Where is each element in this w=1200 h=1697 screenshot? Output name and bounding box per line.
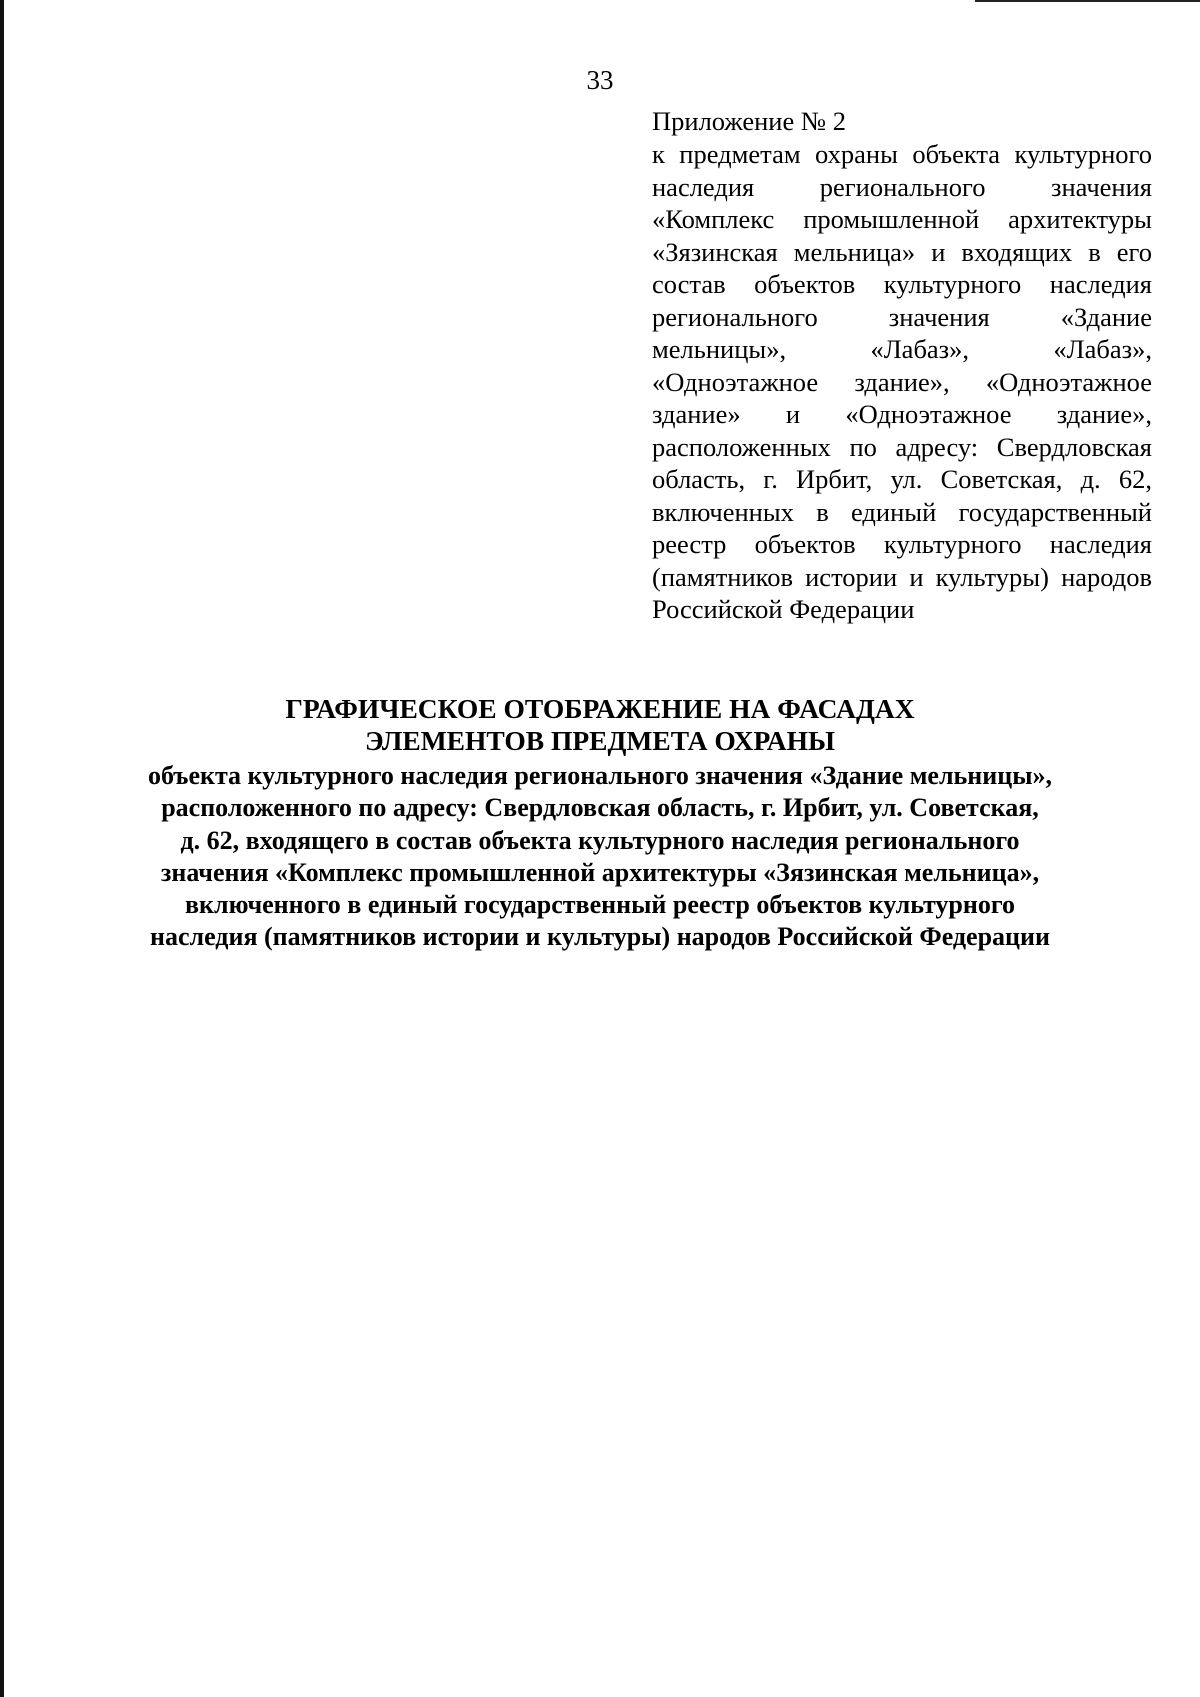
heading-line: ГРАФИЧЕСКОЕ ОТОБРАЖЕНИЕ НА ФАСАДАХ bbox=[285, 693, 915, 724]
appendix-text: к предметам охраны объекта культурного наследия регионального значения «Комплекс промышленной архитектуры «Зязинская мельница» и входящих в его состав объектов культурного наследия регионального значения «Здание мельницы», «Лабаз», «Лабаз», «Одноэтажное здание», «Одноэтажное здание» и «Одноэтажное здание», расположенных по адресу: Свердловская область, г. Ирбит, ул. Советская, д. 62, включенных в единый государственный реестр объектов культурного наследия (памятников истории и культуры) народов Российской Федерации bbox=[652, 139, 1152, 624]
heading-line: ЭЛЕМЕНТОВ ПРЕДМЕТА ОХРАНЫ bbox=[364, 725, 836, 756]
document-heading bbox=[0, 693, 1200, 757]
page-number: 33 bbox=[586, 65, 614, 95]
subheading-line: включенного в единый государственный реестр объектов культурного bbox=[184, 890, 1016, 920]
subheading-line: д. 62, входящего в состав объекта культурного наследия регионального bbox=[180, 825, 1020, 855]
subheading-line: расположенного по адресу: Свердловская область, г. Ирбит, ул. Советская, bbox=[161, 793, 1039, 823]
subheading-line: значения «Комплекс промышленной архитектуры «Зязинская мельница», bbox=[160, 857, 1040, 887]
subheading-line: наследия (памятников истории и культуры) народов Российской Федерации bbox=[150, 922, 1050, 952]
appendix-title: Приложение № 2 bbox=[652, 106, 847, 136]
appendix-block bbox=[652, 105, 1152, 626]
scan-edge-top bbox=[975, 0, 1200, 2]
document-subheading bbox=[0, 760, 1200, 954]
subheading-line: объекта культурного наследия регионального значения «Здание мельницы», bbox=[147, 761, 1053, 790]
